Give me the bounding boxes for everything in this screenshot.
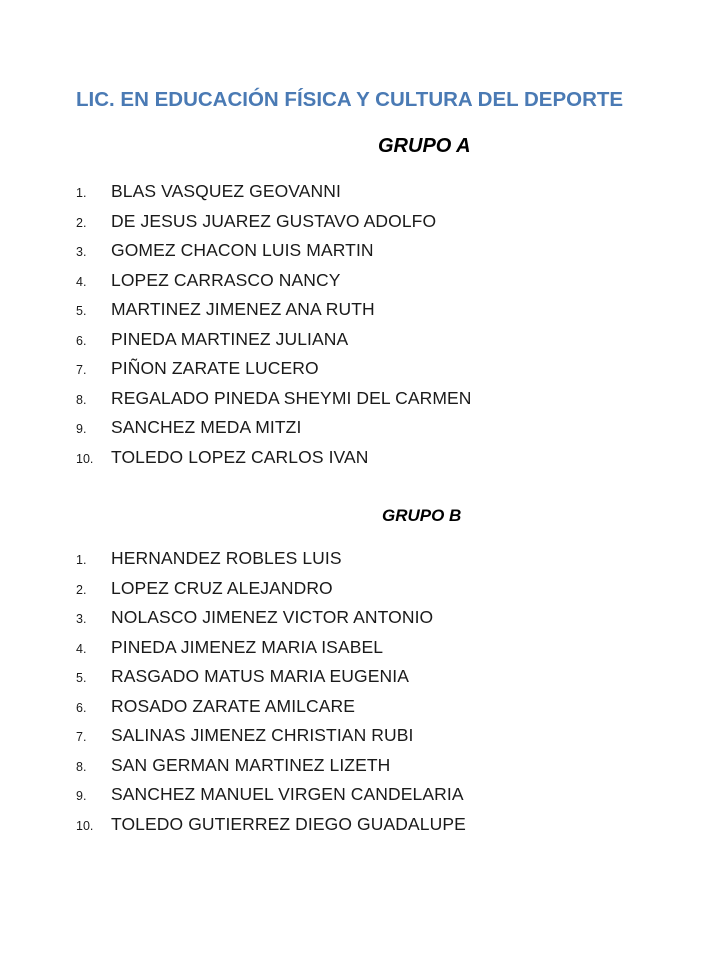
list-item-number: 1.	[76, 186, 87, 200]
list-item-number: 5.	[76, 304, 87, 318]
list-item-name: TOLEDO LOPEZ CARLOS IVAN	[111, 446, 369, 467]
list-item-number: 6.	[76, 333, 87, 348]
list-item-name: PINEDA JIMENEZ MARIA ISABEL	[111, 636, 384, 657]
list-item-name: DE JESUS JUAREZ GUSTAVO ADOLFO	[111, 210, 437, 231]
list-item-name: NOLASCO JIMENEZ VICTOR ANTONIO	[111, 607, 434, 627]
list-item-number: 2.	[76, 215, 87, 230]
list-item-name: SALINAS JIMENEZ CHRISTIAN RUBI	[111, 725, 414, 745]
list-item-name: SANCHEZ MEDA MITZI	[111, 417, 302, 437]
list-item-name: SANCHEZ MANUEL VIRGEN CANDELARIA	[111, 784, 464, 804]
list-item-name: SAN GERMAN MARTINEZ LIZETH	[111, 754, 391, 775]
group-b-heading: GRUPO B	[382, 506, 462, 525]
list-item-number: 4.	[76, 641, 87, 656]
list-item-name: LOPEZ CARRASCO NANCY	[111, 269, 341, 290]
list-item-number: 5.	[76, 671, 87, 685]
list-item-name: ROSADO ZARATE AMILCARE	[111, 695, 356, 716]
list-item-name: PIÑON ZARATE LUCERO	[111, 358, 319, 378]
group-a-heading: GRUPO A	[378, 135, 471, 157]
list-item-number: 9.	[76, 422, 87, 436]
list-item-number: 7.	[76, 730, 87, 744]
list-item-name: PINEDA MARTINEZ JULIANA	[111, 328, 349, 349]
list-item-number: 3.	[76, 245, 87, 259]
list-item-name: MARTINEZ JIMENEZ ANA RUTH	[111, 299, 375, 319]
list-item-number: 2.	[76, 582, 87, 597]
list-item-name: LOPEZ CRUZ ALEJANDRO	[111, 577, 333, 598]
list-item-name: TOLEDO GUTIERREZ DIEGO GUADALUPE	[111, 813, 466, 834]
list-item-number: 6.	[76, 700, 87, 715]
list-item-number: 9.	[76, 789, 87, 803]
list-item-number: 10.	[76, 451, 94, 466]
list-item-name: REGALADO PINEDA SHEYMI DEL CARMEN	[111, 387, 472, 408]
list-item-number: 1.	[76, 553, 87, 567]
list-item-name: RASGADO MATUS MARIA EUGENIA	[111, 666, 409, 686]
list-item-number: 8.	[76, 392, 87, 407]
list-item-name: BLAS VASQUEZ GEOVANNI	[111, 181, 341, 201]
list-item-number: 3.	[76, 612, 87, 626]
list-item-name: HERNANDEZ ROBLES LUIS	[111, 548, 342, 568]
list-item-number: 7.	[76, 363, 87, 377]
list-item-number: 4.	[76, 274, 87, 289]
list-item-name: GOMEZ CHACON LUIS MARTIN	[111, 240, 374, 260]
page-title: LIC. EN EDUCACIÓN FÍSICA Y CULTURA DEL DEPORTE	[76, 88, 624, 111]
list-item-number: 8.	[76, 759, 87, 774]
list-item-number: 10.	[76, 818, 94, 833]
